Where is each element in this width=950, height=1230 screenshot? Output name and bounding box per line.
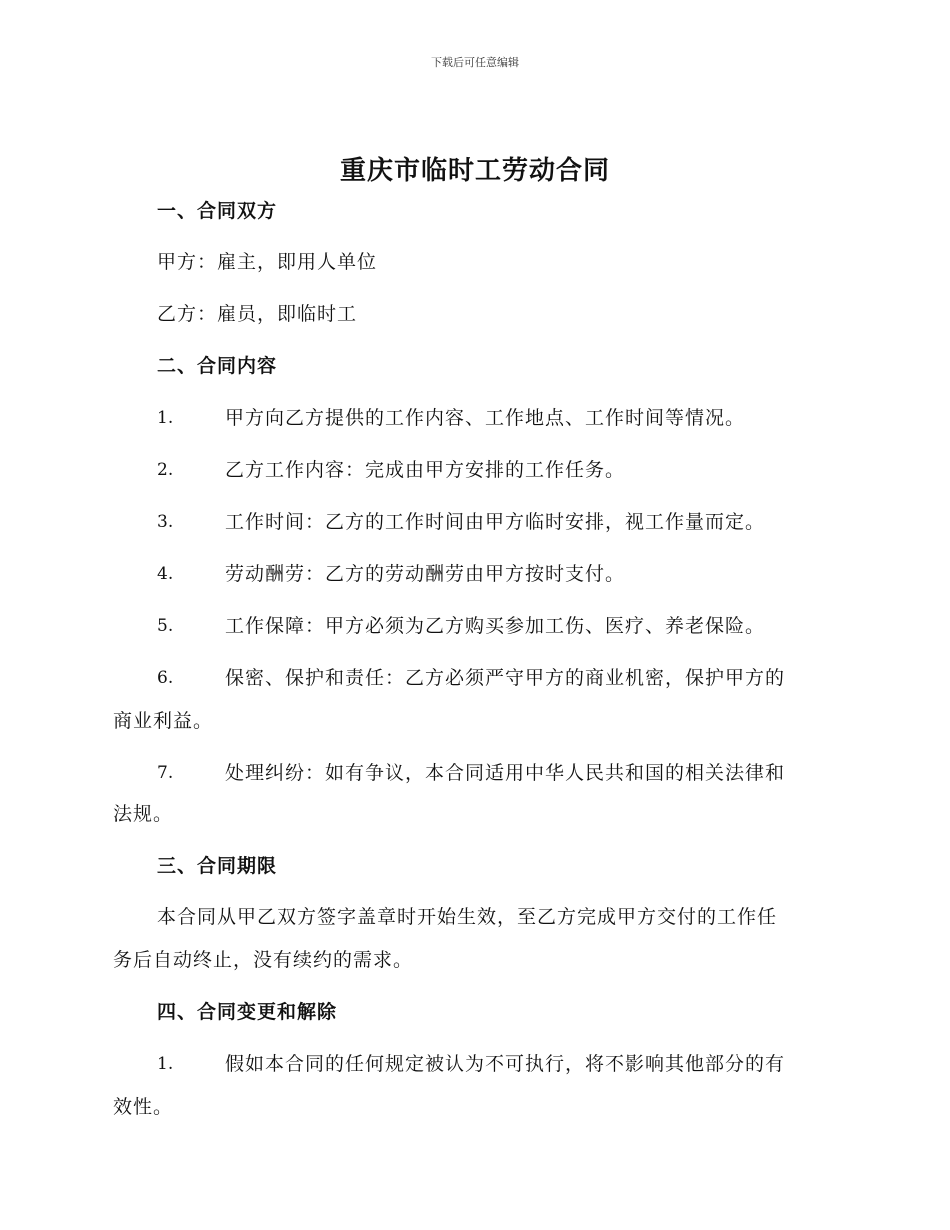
item-text: 保密、保护和责任：乙方必须严守甲方的商业机密，保护甲方的 [225,667,786,689]
item-text: 处理纠纷：如有争议，本合同适用中华人民共和国的相关法律和 [225,762,786,784]
item-number: 7. [157,763,174,783]
item-number: 3. [157,512,174,532]
term-paragraph-line1: 本合同从甲乙双方签字盖章时开始生效，至乙方完成甲方交付的工作任 [157,906,778,928]
item-text: 乙方工作内容：完成由甲方安排的工作任务。 [225,459,626,481]
section-heading-amendment: 四、合同变更和解除 [157,1001,338,1023]
party-b-line: 乙方：雇员，即临时工 [157,303,358,325]
item-number: 1. [157,1054,174,1074]
party-a-line: 甲方：雇主，即用人单位 [157,251,378,273]
item-text-continuation: 法规。 [113,803,174,825]
document-title: 重庆市临时工劳动合同 [339,156,610,186]
item-number: 2. [157,460,174,480]
section-heading-parties: 一、合同双方 [157,200,278,222]
section-heading-content: 二、合同内容 [157,355,278,377]
item-text: 工作时间：乙方的工作时间由甲方临时安排，视工作量而定。 [225,511,766,533]
item-number: 1. [157,408,174,428]
header-note: 下载后可任意编辑 [431,56,519,69]
section-heading-term: 三、合同期限 [157,855,278,877]
term-paragraph-line2: 务后自动终止，没有续约的需求。 [113,949,414,971]
item-text: 假如本合同的任何规定被认为不可执行，将不影响其他部分的有 [225,1053,786,1075]
item-text: 劳动酬劳：乙方的劳动酬劳由甲方按时支付。 [225,563,626,585]
item-text-continuation: 效性。 [113,1096,174,1118]
item-number: 6. [157,668,174,688]
item-text: 工作保障：甲方必须为乙方购买参加工伤、医疗、养老保险。 [225,615,766,637]
item-text: 甲方向乙方提供的工作内容、工作地点、工作时间等情况。 [225,407,746,429]
item-number: 4. [157,564,174,584]
item-number: 5. [157,616,174,636]
item-text-continuation: 商业利益。 [113,710,214,732]
